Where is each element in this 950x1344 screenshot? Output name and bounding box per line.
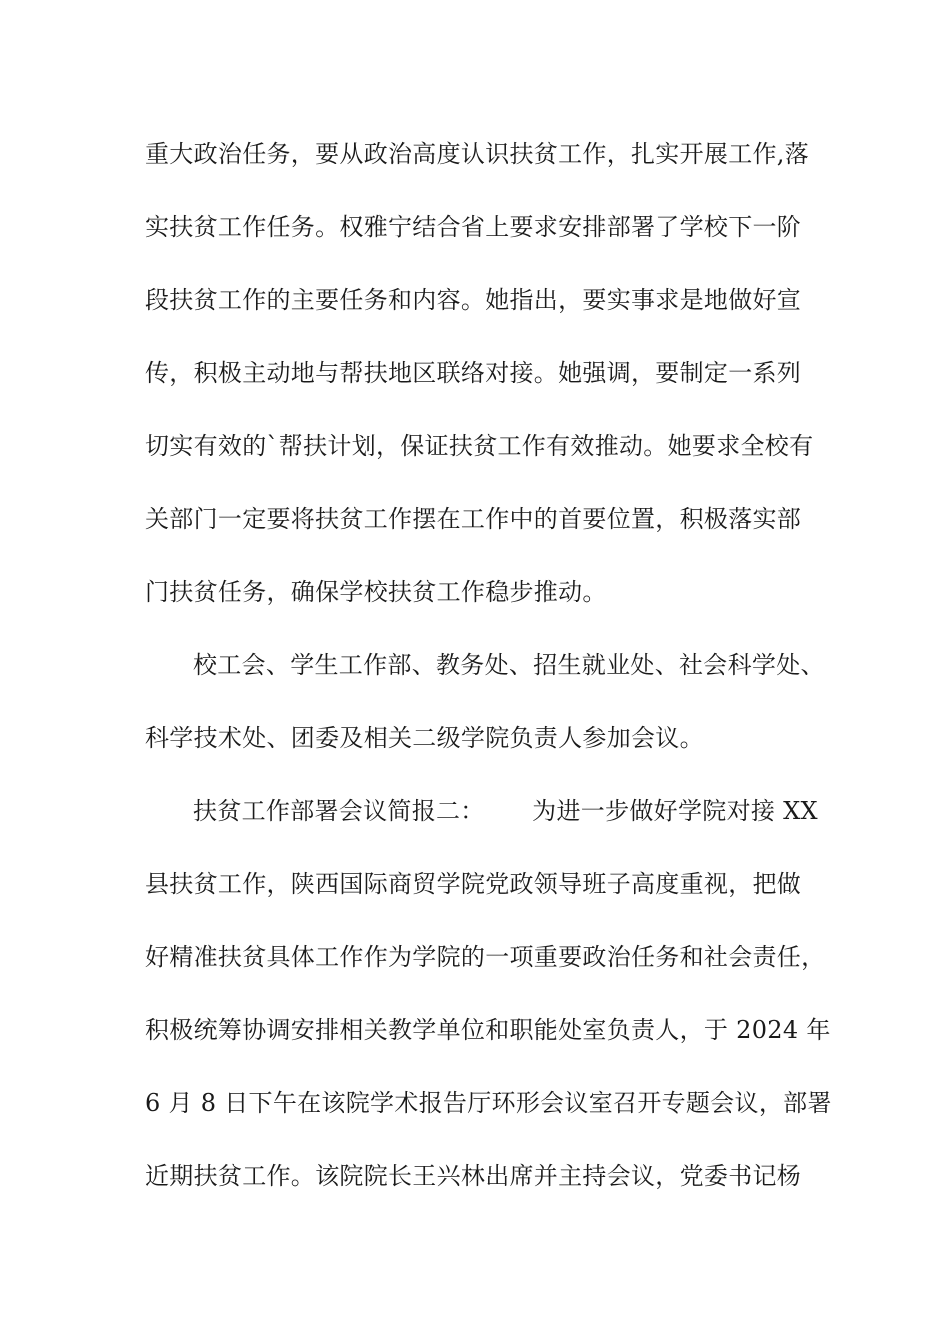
text-line: 科学技术处、团委及相关二级学院负责人参加会议。 [145,724,704,752]
text-line: 积极统筹协调安排相关教学单位和职能处室负责人，于 2024 年 [145,1016,831,1044]
text-line: 6 月 8 日下午在该院学术报告厅环形会议室召开专题会议，部署 [145,1089,832,1117]
text-line: 段扶贫工作的主要任务和内容。她指出，要实事求是地做好宣 [145,286,802,314]
document-body [145,126,832,1221]
text-line: 门扶贫任务，确保学校扶贫工作稳步推动。 [145,578,607,606]
text-line: 好精准扶贫具体工作作为学院的一项重要政治任务和社会责任， [145,943,826,971]
text-line: 重大政治任务，要从政治高度认识扶贫工作，扎实开展工作,落 [145,140,810,168]
text-line: 切实有效的`帮扶计划，保证扶贫工作有效推动。她要求全校有 [145,432,814,460]
text-line: 实扶贫工作任务。权雅宁结合省上要求安排部署了学校下一阶 [145,213,802,241]
text-line: 县扶贫工作，陕西国际商贸学院党政领导班子高度重视，把做 [145,870,802,898]
text-line: 近期扶贫工作。该院院长王兴林出席并主持会议，党委书记杨 [145,1162,802,1190]
text-line: 关部门一定要将扶贫工作摆在工作中的首要位置，积极落实部 [145,505,802,533]
paragraph-first-line: 扶贫工作部署会议简报二： 为进一步做好学院对接 XX [193,797,818,825]
paragraph-first-line: 校工会、学生工作部、教务处、招生就业处、社会科学处、 [193,651,825,679]
text-line: 传，积极主动地与帮扶地区联络对接。她强调，要制定一系列 [145,359,802,387]
